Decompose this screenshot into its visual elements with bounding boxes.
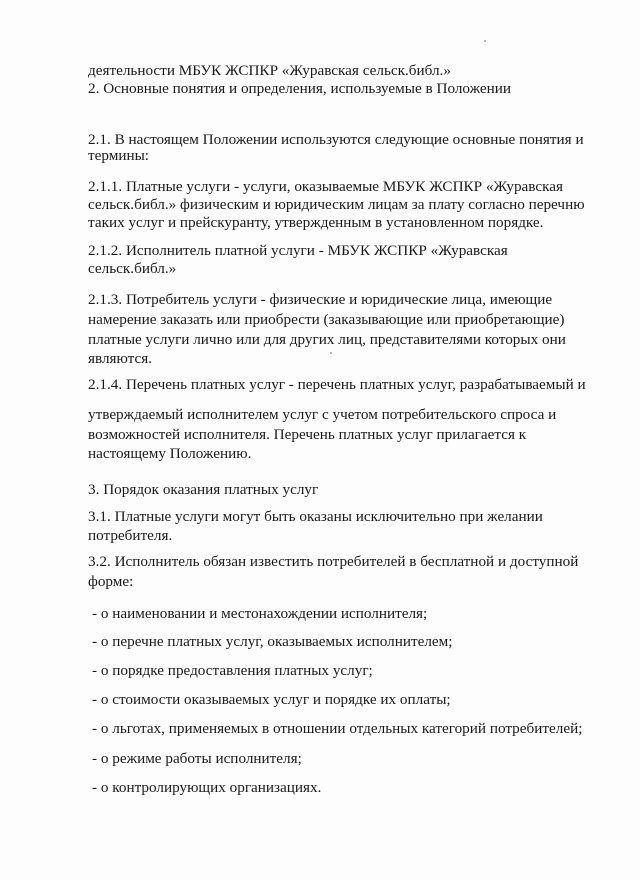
section-heading: 3. Порядок оказания платных услуг <box>88 481 319 498</box>
list-item: - о стоимости оказываемых услуг и порядке их оплаты; <box>92 691 451 708</box>
list-item: - о льготах, применяемых в отношении отдельных категорий потребителей; <box>92 720 583 737</box>
text-line: таких услуг и прейскуранту, утвержденным в установленном порядке. <box>88 214 544 231</box>
text-line: 3.2. Исполнитель обязан известить потребителей в бесплатной и доступной <box>88 553 579 570</box>
list-item: - о перечне платных услуг, оказываемых исполнителем; <box>92 633 453 650</box>
text-line: 2.1.2. Исполнитель платной услуги - МБУК ЖСПКР «Журавская <box>88 242 508 259</box>
text-line: термины: <box>88 147 150 164</box>
scan-speck <box>330 352 332 354</box>
list-item: - о наименовании и местонахождении исполнителя; <box>92 605 428 622</box>
text-line: сельск.библ.» физическим и юридическим лицам за плату согласно перечню <box>88 196 585 213</box>
text-line: сельск.библ.» <box>88 260 177 277</box>
text-line: форме: <box>88 573 134 590</box>
list-item: - о режиме работы исполнителя; <box>92 750 302 767</box>
scan-speck <box>484 40 486 42</box>
text-line: 2.1.3. Потребитель услуги - физические и юридические лица, имеющие <box>88 291 553 308</box>
text-line: намерение заказать или приобрести (заказывающие или приобретающие) <box>88 311 565 328</box>
text-line: возможностей исполнителя. Перечень платных услуг прилагается к <box>88 426 527 443</box>
text-line: 2.1.1. Платные услуги - услуги, оказываемые МБУК ЖСПКР «Журавская <box>88 178 563 195</box>
text-line: 3.1. Платные услуги могут быть оказаны исключительно при желании <box>88 508 543 525</box>
text-line: потребителя. <box>88 527 173 544</box>
list-item: - о порядке предоставления платных услуг; <box>92 662 373 679</box>
text-line: утверждаемый исполнителем услуг с учетом потребительского спроса и <box>88 406 557 423</box>
text-line: платные услуги лично или для других лиц, представителями которых они <box>88 331 566 348</box>
text-line: настоящему Положению. <box>88 445 252 462</box>
text-line: 2.1. В настоящем Положении используются следующие основные понятия и <box>88 131 584 148</box>
section-heading: 2. Основные понятия и определения, используемые в Положении <box>88 80 512 97</box>
text-line: 2.1.4. Перечень платных услуг - перечень платных услуг, разрабатываемый и <box>88 376 586 393</box>
text-line: деятельности МБУК ЖСПКР «Журавская сельск.библ.» <box>88 62 451 79</box>
list-item: - о контролирующих организациях. <box>92 779 322 796</box>
text-line: являются. <box>88 350 153 367</box>
